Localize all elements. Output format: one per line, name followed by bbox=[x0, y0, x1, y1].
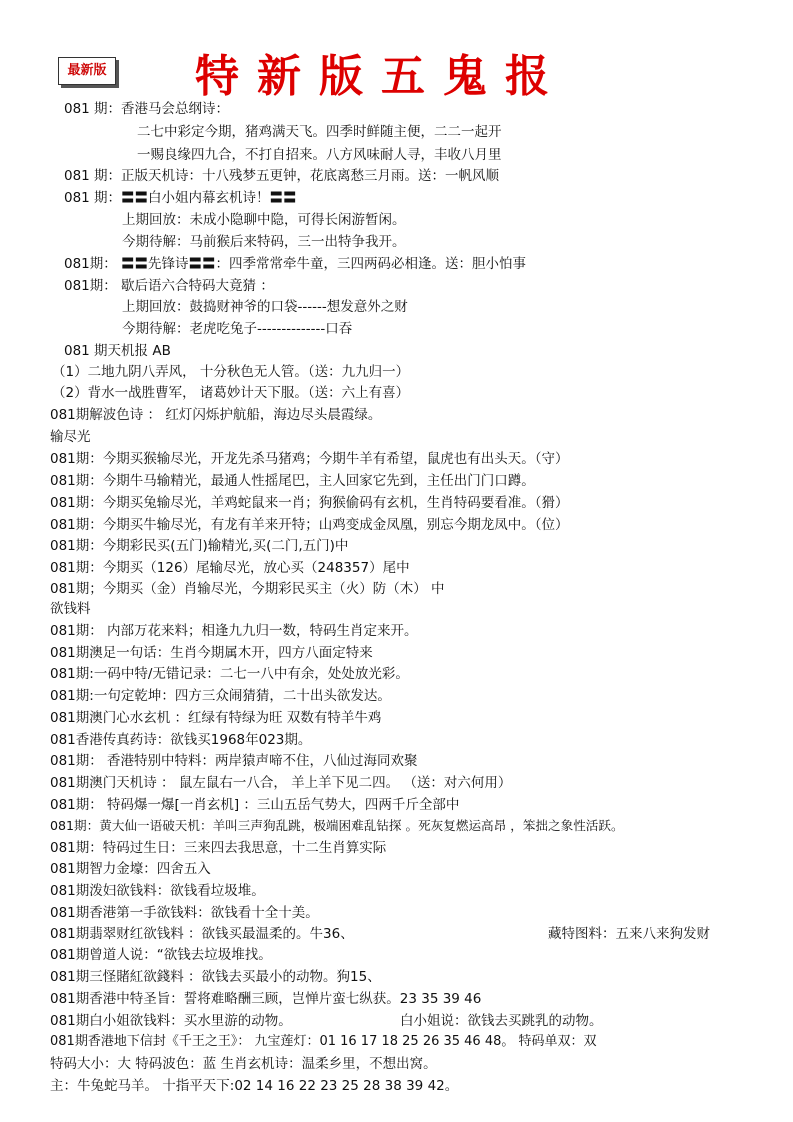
text-line: 081期： 香港特别中特料：两岸猿声啼不住，八仙过海同欢聚 bbox=[50, 753, 418, 769]
text-line: 081期香港地下信封《千王之王》： 九宝莲灯：01 16 17 18 25 26 35 46 48。 特码单双：双 bbox=[50, 1034, 597, 1049]
text-line: 081期智力金壕：四舍五入 bbox=[50, 861, 211, 877]
text-line: 081期：今期买牛输尽光，有龙有羊来开特；山鸡变成金凤凰，别忘今期龙凤中。（位） bbox=[50, 517, 569, 533]
section-heading: 输尽光 bbox=[50, 429, 91, 445]
text-line: 081期三怪賭紅欲錢料 ：欲钱去买最小的动物。狗15、 bbox=[50, 969, 381, 985]
text-line: 081期： 内部万花来料；相逢九九归一数，特码生肖定来开。 bbox=[50, 623, 418, 639]
text-line: 主：牛兔蛇马羊。 十指平天下:02 14 16 22 23 25 28 38 39 42。 bbox=[50, 1078, 459, 1094]
text-line: 081期:一码中特/无错记录：二七一八中有余，处处放光彩。 bbox=[50, 666, 409, 682]
text-line: 081期翡翠财红欲钱料 ：欲钱买最温柔的。牛36、 bbox=[50, 926, 354, 942]
text-line: 二七中彩定今期，猪鸡满天飞。四季时鲜随主便，二二一起开 bbox=[137, 124, 502, 140]
text-line: 081期：黄大仙一语破天机：羊叫三声狗乱跳，极端困难乱钻探 。死灰复燃运高昂 ，笨拙之象性活跃。 bbox=[50, 818, 624, 833]
text-line: 今期待解：马前猴后来特码，三一出特争我开。 bbox=[122, 234, 406, 250]
text-line: 今期待解：老虎吃兔子--------------口吞 bbox=[122, 321, 353, 337]
text-line: 081期香港第一手欲钱料：欲钱看十全十美。 bbox=[50, 905, 319, 921]
section-heading: 欲钱料 bbox=[50, 601, 91, 617]
text-line: 白小姐说：欲钱去买跳乳的动物。 bbox=[400, 1013, 603, 1029]
text-line: 上期回放：鼓捣财神爷的口袋------想发意外之财 bbox=[122, 299, 408, 315]
text-line: 081 期：香港马会总纲诗： bbox=[64, 101, 230, 117]
text-line: 081 期：〓〓白小姐内幕玄机诗！〓〓 bbox=[64, 190, 297, 206]
text-line: 081期：今期买兔输尽光，羊鸡蛇鼠来一肖；狗猴偷码有玄机，生肖特码要看准。（猾） bbox=[50, 495, 569, 511]
edition-badge: 最新版 bbox=[58, 57, 116, 85]
text-line: 特码大小：大 特码波色：蓝 生肖玄机诗：温柔乡里，不想出窝。 bbox=[50, 1056, 437, 1072]
text-line: 081期：今期彩民买(五门)输精光,买(二门,五门)中 bbox=[50, 538, 349, 554]
text-line: 081期解波色诗 ： 红灯闪烁护航船，海边尽头晨霞绿。 bbox=[50, 407, 382, 423]
text-line: 081期：今期牛马输精光，最通人性摇尾巴，主人回家它先到，主任出门门口蹲。 bbox=[50, 473, 535, 489]
text-line: 081期:一句定乾坤：四方三众闹猜猜，二十出头欲发达。 bbox=[50, 688, 391, 704]
text-line: 上期回放：未成小隐聊中隐，可得长闲游暂闲。 bbox=[122, 212, 406, 228]
text-line: 081期：今期买（126）尾输尽光，放心买（248357）尾中 bbox=[50, 560, 410, 576]
text-line: 081期泼妇欲钱料：欲钱看垃圾堆。 bbox=[50, 883, 265, 899]
text-line: 081 期天机报 AB bbox=[64, 343, 171, 359]
text-line: 081期；今期买（金）肖输尽光，今期彩民买主（火）防（木） 中 bbox=[50, 581, 445, 597]
text-line: 081期：今期买猴输尽光，开龙先杀马猪鸡；今期牛羊有希望，鼠虎也有出头天。（守） bbox=[50, 451, 569, 467]
text-line: 081期： 歇后语六合特码大竟猜 ： bbox=[64, 278, 274, 294]
text-line: 081期澳门心水玄机 ：红绿有特绿为旺 双数有特羊牛鸡 bbox=[50, 710, 382, 726]
text-line: 081 期：正版天机诗：十八残梦五更钟，花底离愁三月雨。送：一帆风顺 bbox=[64, 168, 500, 184]
page-title: 特新版五鬼报 bbox=[195, 51, 567, 102]
text-line: （2）背水一战胜曹军， 诸葛妙计天下服。（送：六上有喜） bbox=[52, 385, 410, 401]
text-line: 081期：特码过生日：三来四去我思意，十二生肖算实际 bbox=[50, 840, 387, 856]
text-line: 081期澳门天机诗 ： 鼠左鼠右一八合， 羊上羊下见二四。 （送：对六何用） bbox=[50, 775, 512, 791]
text-line: 081期白小姐欲钱料：买水里游的动物。 bbox=[50, 1013, 292, 1029]
text-line: 081期澳足一句话：生肖今期属木开，四方八面定特来 bbox=[50, 645, 373, 661]
text-line: 081期： 〓〓先锋诗〓〓：四季常常牵牛童，三四两码必相逢。送：胆小怕事 bbox=[64, 256, 527, 272]
text-line: 081期曾道人说：“欲钱去垃圾堆找。 bbox=[50, 947, 272, 963]
text-line: 藏特图料：五来八来狗发财 bbox=[548, 926, 710, 942]
text-line: （1）二地九阴八弄风， 十分秋色无人管。（送：九九归一） bbox=[52, 364, 410, 380]
text-line: 081香港传真药诗：欲钱买1968年023期。 bbox=[50, 732, 312, 748]
text-line: 081期香港中特圣旨：誓将难略酬三顾，岂惮片蛮七纵获。23 35 39 46 bbox=[50, 991, 482, 1007]
text-line: 081期： 特码爆一爆[一肖玄机] ：三山五岳气势大，四两千斤全部中 bbox=[50, 797, 460, 813]
text-line: 一赐良缘四九合，不打自招来。八方风味耐人寻，丰收八月里 bbox=[137, 147, 502, 163]
